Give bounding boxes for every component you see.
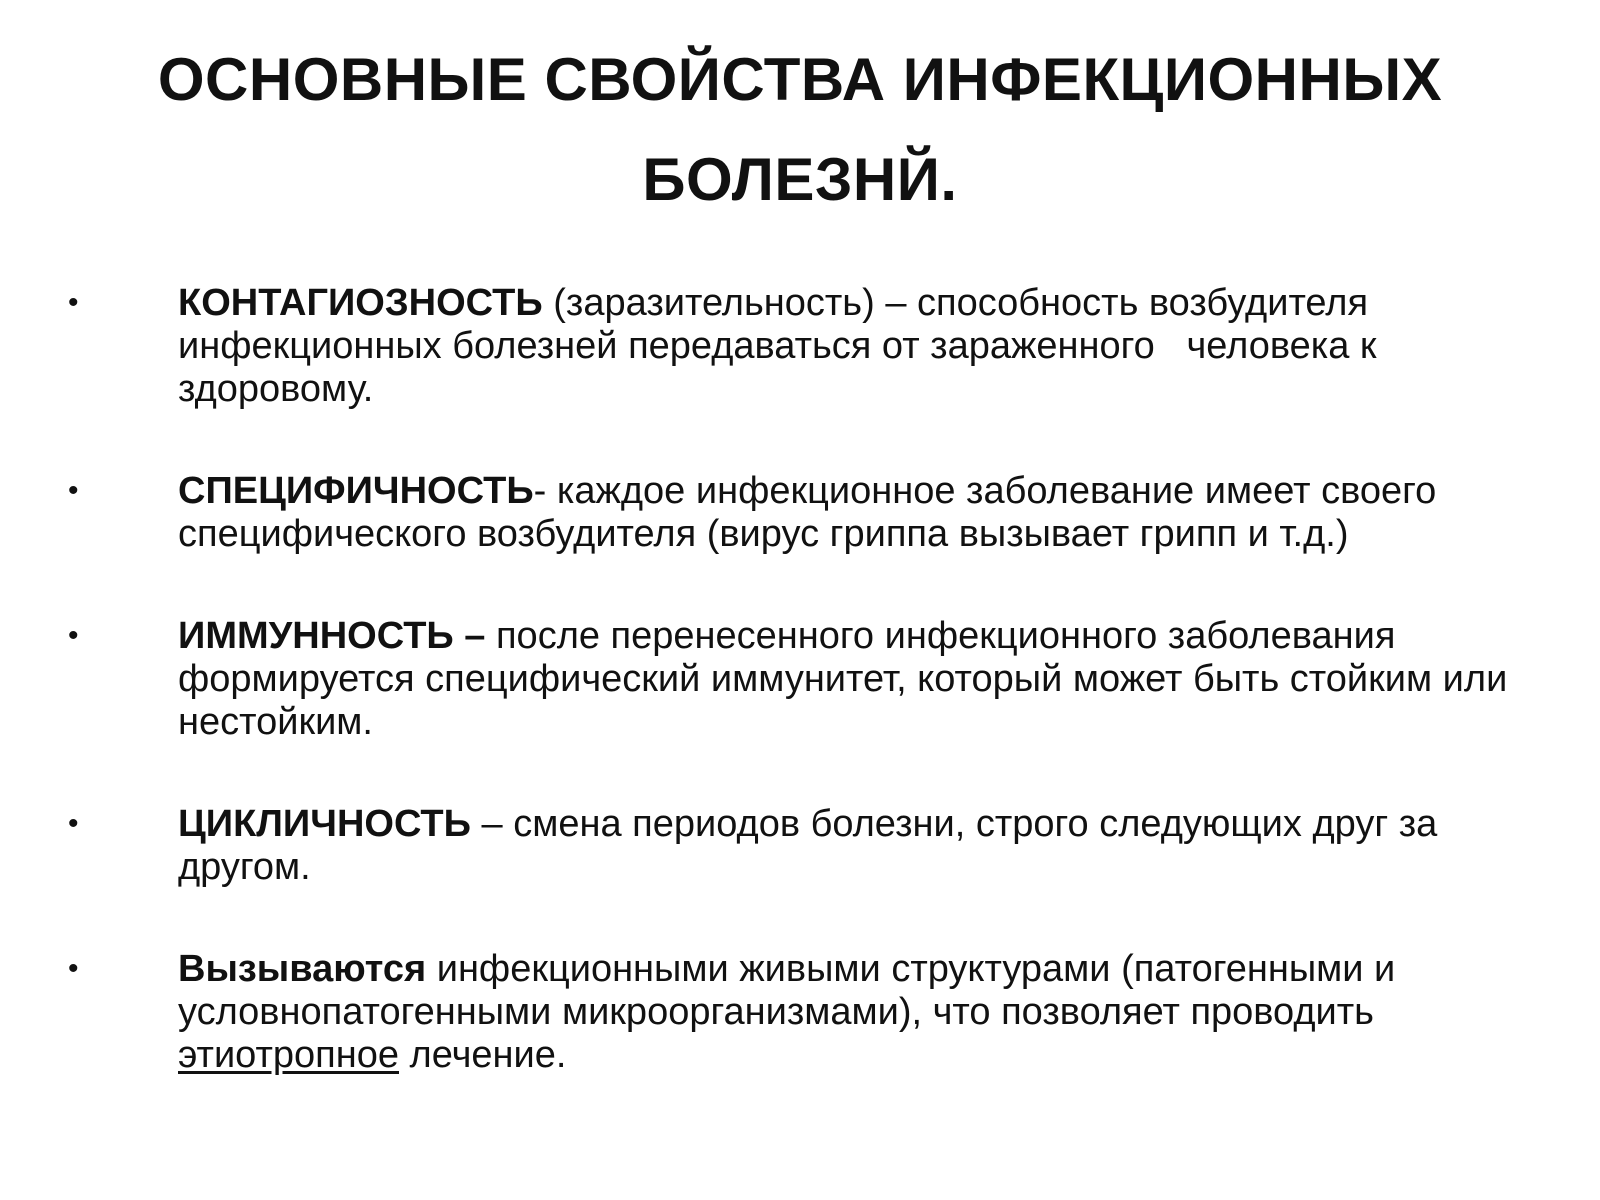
term-label: Вызываются bbox=[178, 948, 427, 990]
title-line-1: ОСНОВНЫЕ СВОЙСТВА ИНФЕКЦИОННЫХ bbox=[157, 46, 1443, 113]
list-item-specificity bbox=[0, 470, 1600, 556]
term-label: КОНТАГИОЗНОСТЬ bbox=[178, 282, 543, 324]
list-item-contagiousness bbox=[0, 282, 1600, 411]
term-description: инфекционными живыми структурами (патогенными и условнопатогенными микроорганизмами), что позволяет проводить bbox=[178, 948, 1406, 1033]
bullet-icon: • bbox=[68, 474, 79, 507]
term-description: (заразительность) – способность возбудителя инфекционных болезней передаваться от зараженного человека к здоровому. bbox=[178, 282, 1388, 410]
term-label: ЦИКЛИЧНОСТЬ bbox=[178, 803, 471, 845]
title-line-2: БОЛЕЗНЙ. bbox=[642, 146, 958, 213]
list-item-text bbox=[178, 282, 1528, 411]
list-item-immunity bbox=[0, 615, 1600, 744]
bullet-icon: • bbox=[68, 952, 79, 985]
term-description: - каждое инфекционное заболевание имеет своего специфического возбудителя (вирус гриппа вызывает грипп и т.д.) bbox=[178, 470, 1458, 555]
term-label: СПЕЦИФИЧНОСТЬ bbox=[178, 470, 534, 512]
page-title bbox=[100, 30, 1500, 230]
list-item-text bbox=[178, 615, 1528, 744]
underlined-term: этиотропное bbox=[178, 1034, 399, 1076]
list-item-cyclicity bbox=[0, 803, 1600, 889]
term-label: ИММУННОСТЬ – bbox=[178, 615, 486, 657]
properties-list bbox=[0, 282, 1600, 1136]
term-description-tail: лечение. bbox=[399, 1034, 567, 1076]
list-item-text bbox=[178, 948, 1528, 1077]
bullet-icon: • bbox=[68, 807, 79, 840]
list-item-causes bbox=[0, 948, 1600, 1077]
bullet-icon: • bbox=[68, 619, 79, 652]
term-description: после перенесенного инфекционного заболевания формируется специфический иммунитет, который может быть стойким или нестойким. bbox=[178, 615, 1518, 743]
bullet-icon: • bbox=[68, 286, 79, 319]
list-item-text bbox=[178, 803, 1528, 889]
list-item-text bbox=[178, 470, 1528, 556]
term-description: – смена периодов болезни, строго следующих друг за другом. bbox=[178, 803, 1469, 888]
